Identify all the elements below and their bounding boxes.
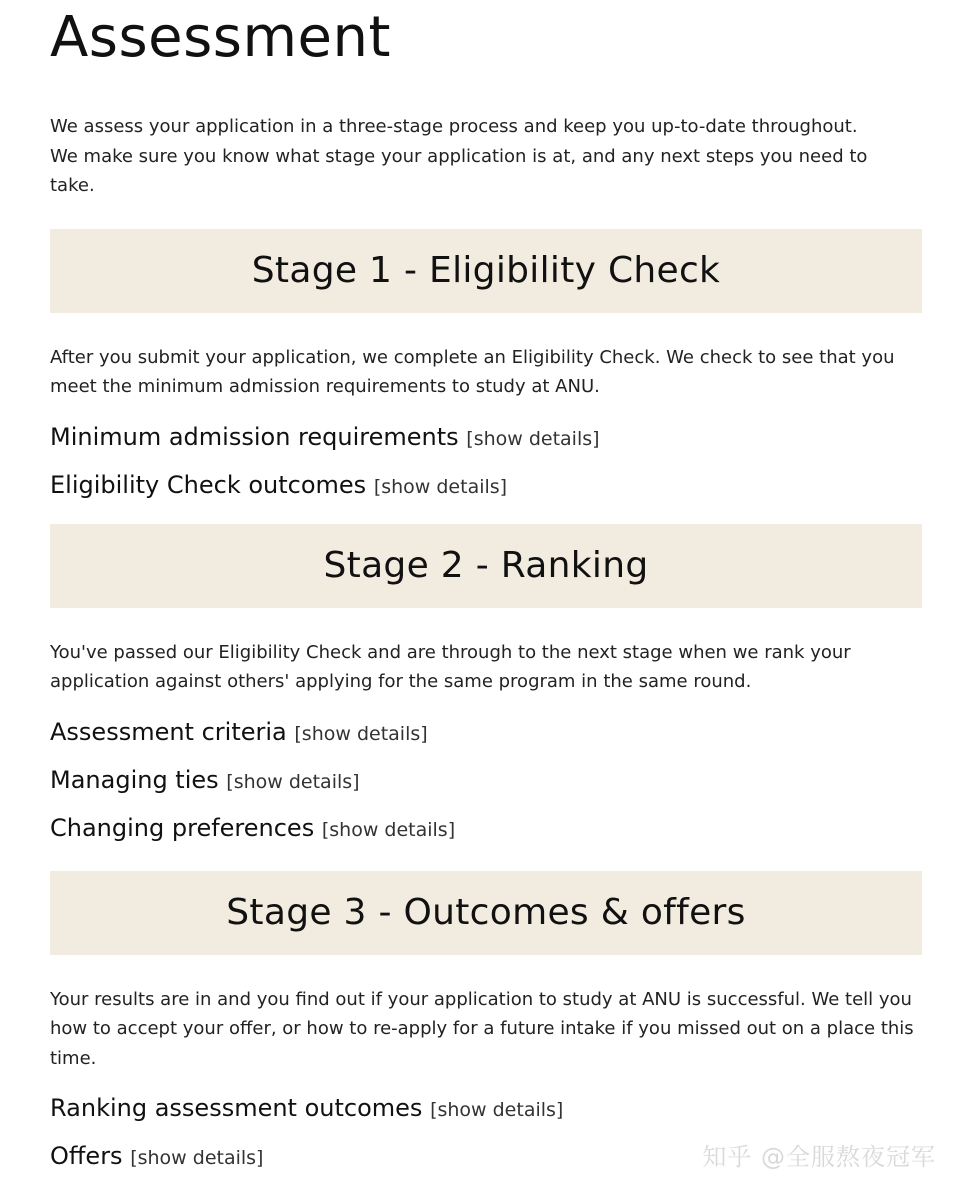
show-details-link[interactable]: [show details]: [226, 770, 360, 793]
detail-item-label: Eligibility Check outcomes: [50, 470, 367, 499]
stage-3-description: Your results are in and you find out if your application to study at ANU is successful. We tell you how to accept your offer, or how to re-apply for a future intake if you missed out on a place this time.: [50, 988, 914, 1069]
stage-2-detail-list: [50, 709, 922, 853]
intro-paragraph: We assess your application in a three-stage process and keep you up-to-date throughout. We make sure you know what stage your application is at, and any next steps you need to take.: [50, 116, 868, 196]
stage-2-heading: Stage 2 - Ranking: [50, 524, 922, 608]
page-title: Assessment: [50, 5, 391, 70]
show-details-link[interactable]: [show details]: [130, 1147, 264, 1169]
stage-3-section: [50, 871, 922, 1182]
detail-item-label: Ranking assessment outcomes: [50, 1094, 423, 1122]
detail-item-label: Changing preferences: [50, 813, 315, 842]
detail-item-assessment-criteria: [50, 709, 922, 757]
stage-1-section: [50, 229, 922, 510]
detail-item-minimum-admission-requirements: [50, 414, 922, 462]
detail-item-label: Minimum admission requirements: [50, 422, 459, 451]
show-details-link[interactable]: [show details]: [466, 427, 600, 450]
show-details-link[interactable]: [show details]: [430, 1099, 564, 1121]
detail-item-ranking-assessment-outcomes: [50, 1085, 922, 1133]
stage-1-heading: Stage 1 - Eligibility Check: [50, 229, 922, 313]
stage-2-section: [50, 524, 922, 853]
show-details-link[interactable]: [show details]: [294, 722, 428, 745]
stage-1-detail-list: [50, 414, 922, 510]
detail-item-managing-ties: [50, 757, 922, 805]
assessment-page: [50, 0, 922, 1181]
detail-item-label: Assessment criteria: [50, 717, 287, 746]
detail-item-label: Offers: [50, 1142, 123, 1170]
show-details-link[interactable]: [show details]: [373, 475, 508, 498]
show-details-link[interactable]: [show details]: [321, 818, 456, 841]
stage-1-description: After you submit your application, we complete an Eligibility Check. We check to see that you meet the minimum admission requirements to study at ANU.: [50, 346, 895, 397]
detail-item-changing-preferences: [50, 805, 922, 853]
detail-item-eligibility-check-outcomes: [50, 462, 922, 510]
stage-3-heading: Stage 3 - Outcomes & offers: [50, 871, 922, 955]
detail-item-label: Managing ties: [50, 765, 219, 794]
watermark-text: 知乎 @全服熬夜冠军: [702, 1143, 936, 1171]
stage-2-description: You've passed our Eligibility Check and are through to the next stage when we rank your application against others' applying for the same program in the same round.: [50, 641, 851, 692]
